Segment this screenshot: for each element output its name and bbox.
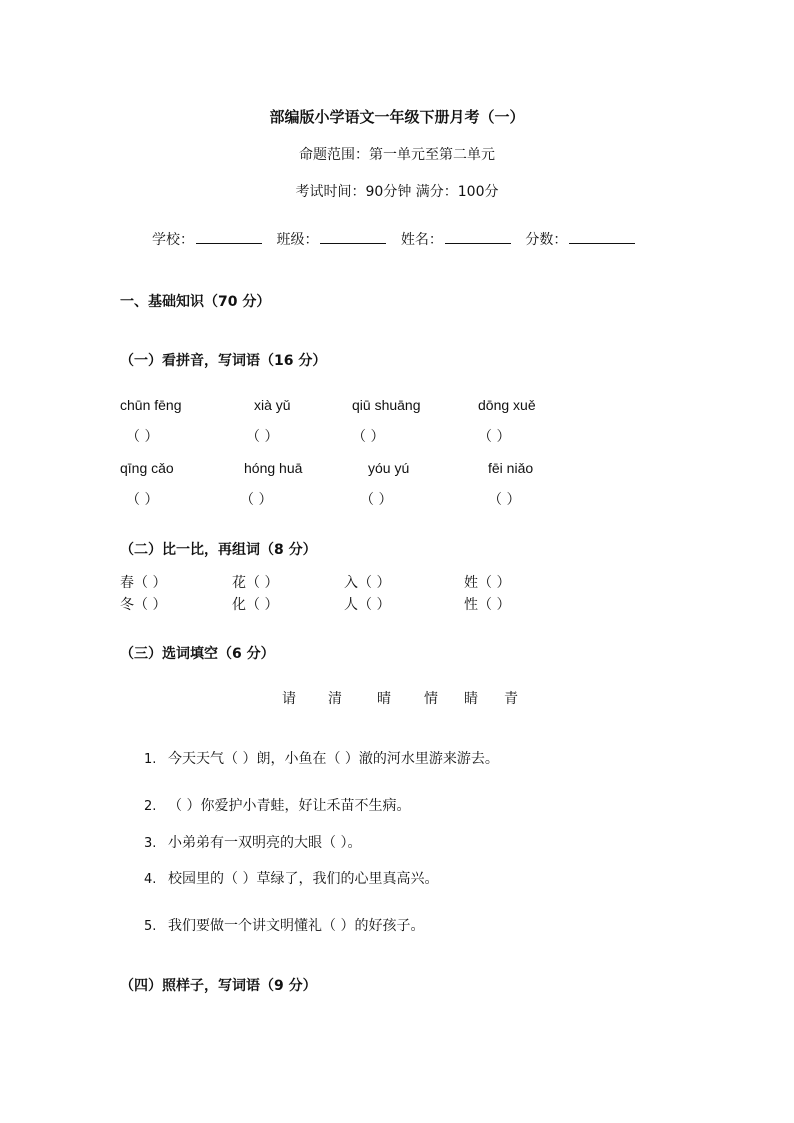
pinyin-item: chūn fēng <box>120 397 182 413</box>
part2-title: （二）比一比，再组词（8 分） <box>120 542 317 558</box>
question-text[interactable]: 小弟弟有一双明亮的大眼（ ）。 <box>168 835 362 851</box>
compare-item[interactable]: 入（ ） <box>344 575 391 591</box>
fill-question <box>144 868 438 888</box>
choice-word: 晴 <box>377 691 391 707</box>
score-blank[interactable] <box>569 231 635 244</box>
school-blank[interactable] <box>196 231 262 244</box>
choice-word: 请 <box>282 691 296 707</box>
fill-question <box>144 915 424 935</box>
choice-word: 情 <box>424 691 438 707</box>
pinyin-item: qiū shuāng <box>352 397 421 413</box>
question-number: 1. <box>144 752 157 767</box>
score-label: 分数： <box>525 232 568 248</box>
question-number: 4. <box>144 872 157 887</box>
answer-paren[interactable]: （ ） <box>478 429 511 445</box>
choice-word: 睛 <box>464 691 478 707</box>
pinyin-item: dōng xuě <box>478 397 536 413</box>
part3-title: （三）选词填空（6 分） <box>120 646 275 662</box>
pinyin-item: xià yǔ <box>254 397 291 413</box>
answer-paren[interactable]: （ ） <box>488 492 521 508</box>
question-text[interactable]: 校园里的（ ）草绿了，我们的心里真高兴。 <box>168 871 439 887</box>
question-number: 2. <box>144 799 157 814</box>
answer-paren[interactable]: （ ） <box>360 492 393 508</box>
compare-item[interactable]: 性（ ） <box>464 597 511 613</box>
choice-word: 青 <box>504 691 518 707</box>
section-basic-knowledge: 一、基础知识（70 分） <box>120 294 271 310</box>
compare-item[interactable]: 姓（ ） <box>464 575 511 591</box>
question-text[interactable]: （ ）你爱护小青蛙，好让禾苗不生病。 <box>168 798 411 814</box>
class-label: 班级： <box>276 232 319 248</box>
pinyin-item: fēi niǎo <box>488 460 534 476</box>
compare-item[interactable]: 花（ ） <box>232 575 279 591</box>
answer-paren[interactable]: （ ） <box>246 429 279 445</box>
question-number: 5. <box>144 919 157 934</box>
part1-title: （一）看拼音，写词语（16 分） <box>120 353 327 369</box>
choice-word: 清 <box>328 691 342 707</box>
answer-paren[interactable]: （ ） <box>352 429 385 445</box>
compare-item[interactable]: 化（ ） <box>232 597 279 613</box>
name-label: 姓名： <box>400 232 443 248</box>
student-info-line <box>152 229 639 249</box>
fill-question <box>144 795 410 815</box>
answer-paren[interactable]: （ ） <box>126 492 159 508</box>
question-number: 3. <box>144 836 157 851</box>
name-blank[interactable] <box>445 231 511 244</box>
fill-question <box>144 748 499 768</box>
exam-time: 考试时间：90分钟 满分：100分 <box>295 184 499 200</box>
compare-item[interactable]: 人（ ） <box>344 597 391 613</box>
pinyin-item: hóng huā <box>244 460 303 476</box>
pinyin-item: qīng cǎo <box>120 460 174 476</box>
question-text[interactable]: 今天天气（ ）朗，小鱼在（ ）澈的河水里游来游去。 <box>168 751 499 767</box>
class-blank[interactable] <box>320 231 386 244</box>
compare-item[interactable]: 春（ ） <box>120 575 167 591</box>
compare-item[interactable]: 冬（ ） <box>120 597 167 613</box>
exam-scope: 命题范围：第一单元至第二单元 <box>299 147 495 163</box>
school-label: 学校： <box>152 232 194 248</box>
exam-title: 部编版小学语文一年级下册月考（一） <box>269 108 525 126</box>
question-text[interactable]: 我们要做一个讲文明懂礼（ ）的好孩子。 <box>168 918 425 934</box>
pinyin-item: yóu yú <box>368 460 410 476</box>
part4-title: （四）照样子，写词语（9 分） <box>120 978 317 994</box>
answer-paren[interactable]: （ ） <box>240 492 273 508</box>
answer-paren[interactable]: （ ） <box>126 429 159 445</box>
fill-question <box>144 832 361 852</box>
